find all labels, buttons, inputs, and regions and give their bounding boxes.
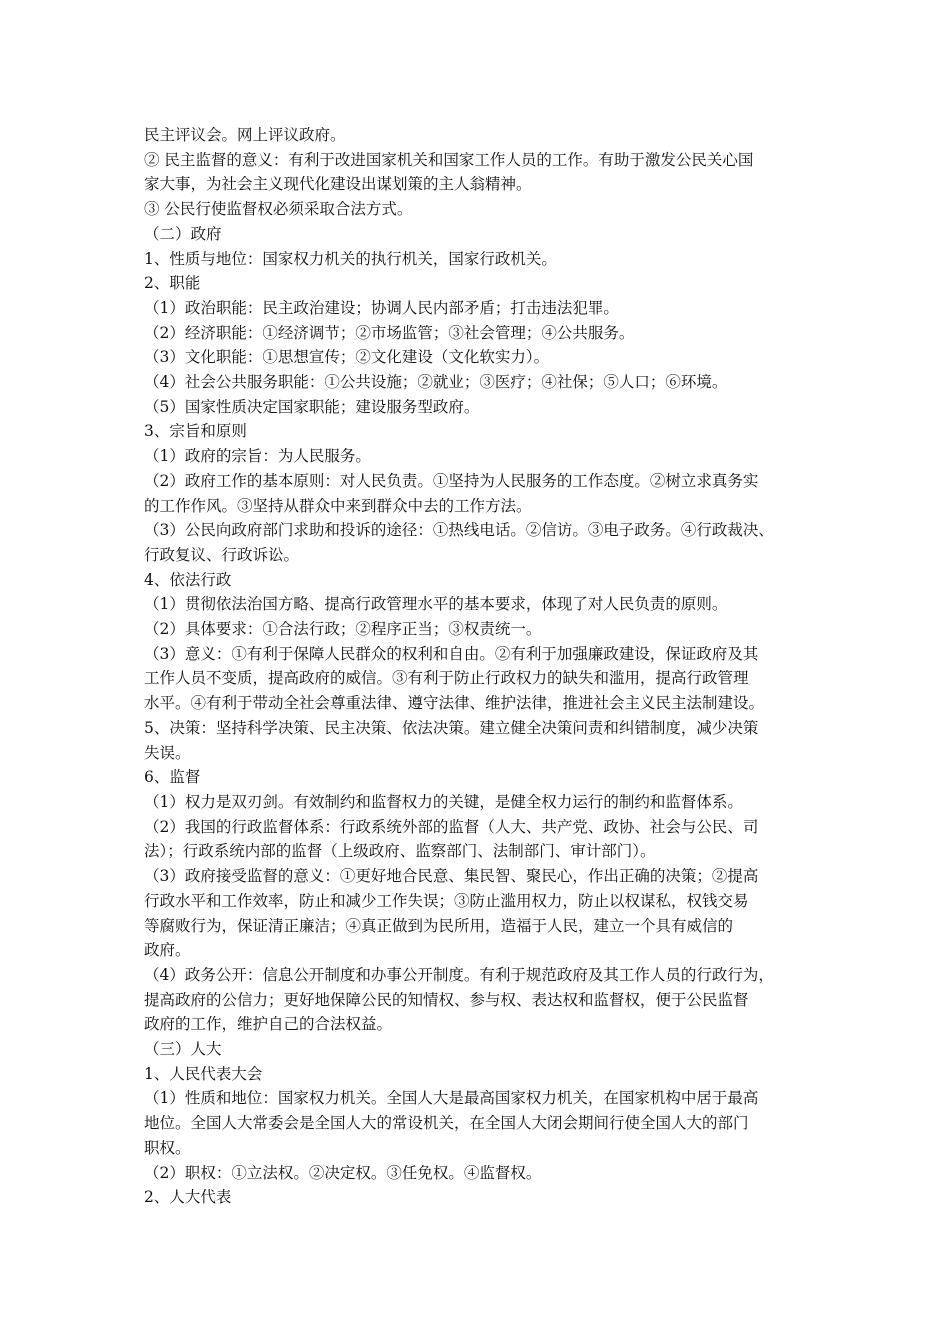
text-line: 行政水平和工作效率，防止和减少工作失误；③防止滥用权力，防止以权谋私，权钱交易 [144, 891, 749, 910]
text-line: 地位。全国人大常委会是全国人大的常设机关，在全国人大闭会期间行使全国人大的部门 [144, 1114, 749, 1133]
text-line: （2）经济职能：①经济调节；②市场监管；③社会管理；④公共服务。 [144, 323, 635, 342]
text-line: （1）贯彻依法治国方略、提高行政管理水平的基本要求，体现了对人民负责的原则。 [144, 595, 728, 614]
text-line: （2）具体要求：①合法行政；②程序正当；③权责统一。 [144, 620, 542, 639]
text-line: （3）意义：①有利于保障人民群众的权利和自由。②有利于加强廉政建设，保证政府及其 [144, 644, 759, 663]
text-line: 等腐败行为，保证清正廉洁；④真正做到为民所用，造福于人民，建立一个具有威信的 [144, 916, 734, 935]
text-line: 失误。 [144, 743, 191, 762]
subsection-heading: 2、职能 [144, 274, 201, 293]
text-line: （3）文化职能：①思想宣传；②文化建设（文化软实力）。 [144, 348, 550, 367]
text-line: （2）政府工作的基本原则：对人民负责。①坚持为人民服务的工作态度。②树立求真务实 [144, 471, 759, 490]
text-line: 家大事，为社会主义现代化建设出谋划策的主人翁精神。 [144, 175, 532, 194]
text-line: （3）政府接受监督的意义：①更好地合民意、集民智、聚民心，作出正确的决策；②提高 [144, 867, 759, 886]
section-heading: （二）政府 [144, 224, 222, 243]
text-line: （2）我国的行政监督体系：行政系统外部的监督（人大、共产党、政协、社会与公民、司 [144, 817, 759, 836]
text-line: 工作人员不变质，提高政府的威信。③有利于防止行政权力的缺失和滥用，提高行政管理 [144, 669, 749, 688]
text-line: 水平。④有利于带动全社会尊重法律、遵守法律、维护法律，推进社会主义民主法制建设。 [144, 694, 765, 713]
section-heading: （三）人大 [144, 1040, 222, 1059]
text-line: 政府的工作，维护自己的合法权益。 [144, 1015, 393, 1034]
text-line: 5、决策：坚持科学决策、民主决策、依法决策。建立健全决策问责和纠错制度，减少决策 [144, 718, 759, 737]
subsection-heading: 4、依法行政 [144, 570, 232, 589]
text-line: 政府。 [144, 941, 191, 960]
text-line: （1）性质和地位：国家权力机关。全国人大是最高国家权力机关，在国家机构中居于最高 [144, 1089, 759, 1108]
text-line: ③ 公民行使监督权必须采取合法方式。 [144, 200, 413, 219]
text-line: 法）；行政系统内部的监督（上级政府、监察部门、法制部门、审计部门）。 [144, 842, 656, 861]
subsection-heading: 3、宗旨和原则 [144, 422, 247, 441]
text-line: 1、性质与地位：国家权力机关的执行机关，国家行政机关。 [144, 249, 557, 268]
text-line: 民主评议会。网上评议政府。 [144, 126, 346, 144]
text-line: （1）政治职能：民主政治建设；协调人民内部矛盾；打击违法犯罪。 [144, 298, 619, 317]
text-line: （2）职权：①立法权。②决定权。③任免权。④监督权。 [144, 1163, 542, 1182]
text-line: 的工作作风。③坚持从群众中来到群众中去的工作方法。 [144, 496, 532, 515]
text-line: （4）政务公开：信息公开制度和办事公开制度。有利于规范政府及其工作人员的行政行为， [144, 965, 774, 984]
document-body [144, 123, 820, 1210]
text-line: （1）政府的宗旨：为人民服务。 [144, 447, 371, 466]
text-line: （5）国家性质决定国家职能；建设服务型政府。 [144, 397, 480, 416]
text-line: （3）公民向政府部门求助和投诉的途径：①热线电话。②信访。③电子政务。④行政裁决、 [144, 521, 774, 540]
text-line: 行政复议、行政诉讼。 [144, 545, 300, 564]
text-line: （4）社会公共服务职能：①公共设施；②就业；③医疗；④社保；⑤人口；⑥环境。 [144, 373, 728, 392]
text-line: 提高政府的公信力；更好地保障公民的知情权、参与权、表达权和监督权，便于公民监督 [144, 990, 749, 1009]
text-line: 职权。 [144, 1138, 191, 1157]
text-line: （1）权力是双刃剑。有效制约和监督权力的关键，是健全权力运行的制约和监督体系。 [144, 792, 743, 811]
subsection-heading: 1、人民代表大会 [144, 1064, 263, 1083]
subsection-heading: 6、监督 [144, 768, 201, 787]
text-line: ② 民主监督的意义：有利于改进国家机关和国家工作人员的工作。有助于激发公民关心国 [144, 150, 754, 169]
subsection-heading: 2、人大代表 [144, 1188, 232, 1207]
